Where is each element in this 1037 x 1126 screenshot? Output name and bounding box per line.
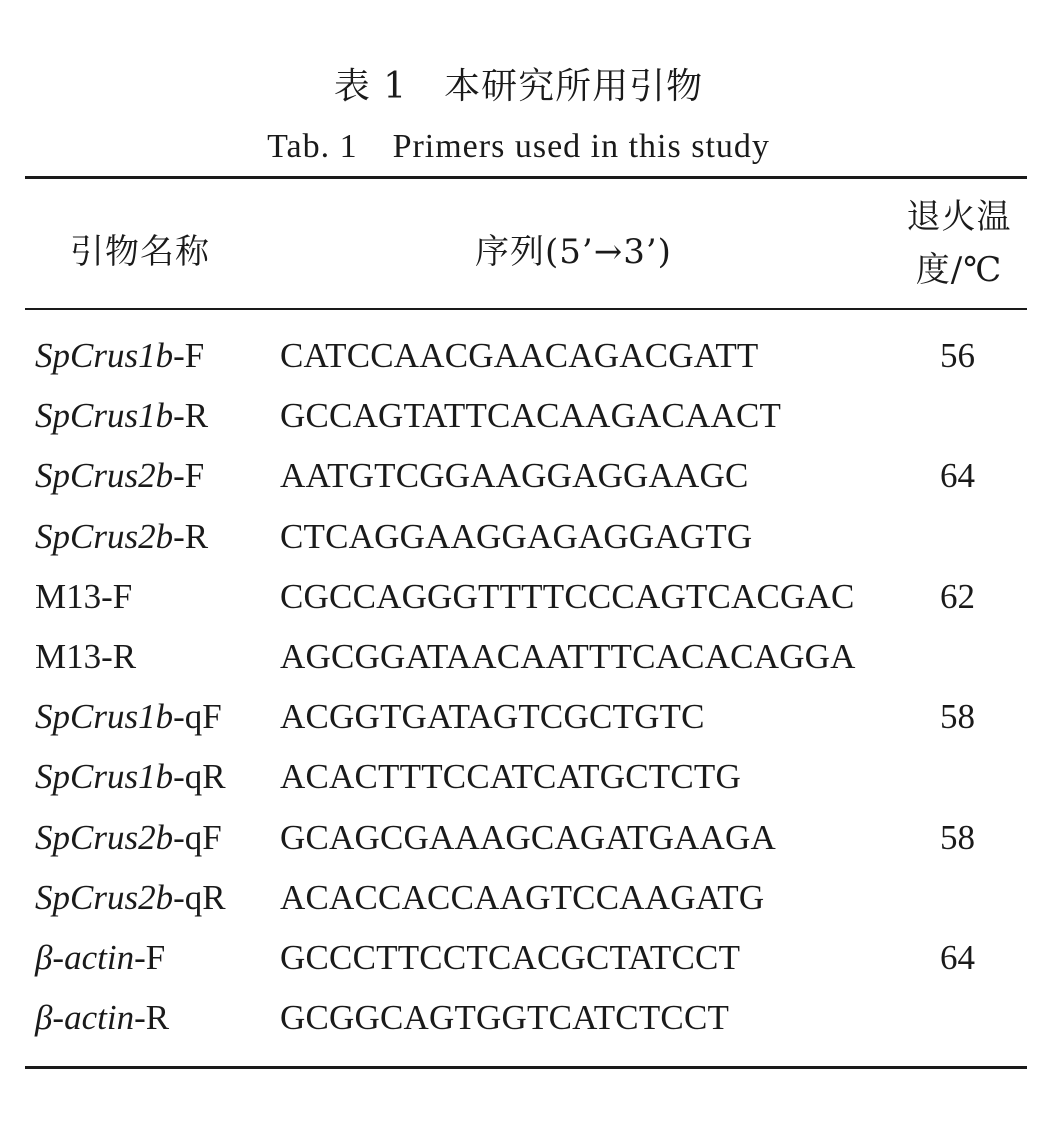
primer-sequence: ACACTTTCCATCATGCTCTG [280,757,741,797]
table-title-chinese: 表 1 本研究所用引物 [333,66,704,107]
table-row [0,934,1037,994]
primer-name [35,637,136,677]
header-temp-line2: 度/℃ [915,250,1003,290]
primer-name-suffix: -F [173,456,205,496]
annealing-temp: 64 [940,937,975,977]
primer-name-suffix: -qF [173,697,222,737]
primer-sequence: GCGGCAGTGGTCATCTCCT [280,998,730,1038]
primer-name-suffix: -R [173,396,209,436]
primer-name [35,577,132,617]
table-row [0,573,1037,633]
primer-name-italic: SpCrus1b [35,336,174,375]
primer-name-italic: SpCrus2b [35,817,174,857]
primer-sequence: CGCCAGGGTTTTCCCAGTCACGAC [280,576,855,616]
primer-name-italic: SpCrus2b [35,877,174,917]
primer-name-suffix: -qR [173,757,226,797]
header-sequence: 序列(5’→3’) [475,232,672,272]
header-temp-line1: 退火温 [906,197,1012,237]
primer-sequence: AATGTCGGAAGGAGGAAGC [280,456,749,496]
primer-name-italic: β-actin [35,998,135,1038]
annealing-temp: 58 [940,697,975,737]
table-title-english: Tab. 1 Primers used in this study [267,128,770,165]
table-row [0,633,1037,693]
table-row [0,332,1037,392]
primer-name-suffix: -qR [173,877,226,917]
table-header-rule [25,308,1027,310]
table-row [0,513,1037,573]
primer-name [35,336,204,376]
primer-sequence: GCAGCGAAAGCAGATGAAGA [280,817,776,857]
primer-name [35,818,222,858]
primer-sequence: ACACCACCAAGTCCAAGATG [280,877,765,917]
annealing-temp: 58 [940,817,975,857]
table-row [0,392,1037,452]
primer-sequence: AGCGGATAACAATTTCACACAGGA [280,636,856,676]
primer-name-suffix: -R [173,516,209,556]
annealing-temp: 62 [940,576,975,616]
primer-name [35,878,226,918]
header-annealing-temp [900,191,1018,297]
primer-name-italic: SpCrus2b [35,456,174,496]
annealing-temp: 64 [940,456,975,496]
primer-name-italic: SpCrus1b [35,697,174,737]
annealing-temp: 56 [940,336,975,375]
table-row [0,753,1037,813]
primer-name-suffix: M13-F [35,576,133,616]
primer-name-suffix: -R [134,998,170,1038]
primer-name-suffix: -F [173,336,205,375]
header-primer-name: 引物名称 [70,232,210,272]
table-row [0,814,1037,874]
primer-name [35,938,165,978]
primer-name [35,396,208,436]
primer-name [35,517,208,557]
primer-name-suffix: -qF [173,817,222,857]
primer-name-suffix: -F [134,937,166,977]
primer-sequence: CTCAGGAAGGAGAGGAGTG [280,516,753,556]
primer-name-italic: SpCrus2b [35,516,174,556]
table-row [0,874,1037,934]
table-bottom-rule [25,1066,1027,1069]
table-top-rule [25,176,1027,179]
primer-name [35,697,222,737]
table-body [0,332,1037,1054]
table-row [0,452,1037,512]
table-row [0,994,1037,1054]
primer-name [35,757,226,797]
table-row [0,693,1037,753]
primer-sequence: ACGGTGATAGTCGCTGTC [280,697,705,737]
primer-sequence: GCCCTTCCTCACGCTATCCT [280,937,741,977]
primer-name-italic: SpCrus1b [35,757,174,797]
primer-name-italic: SpCrus1b [35,396,174,436]
primer-name [35,456,204,496]
primer-name-suffix: M13-R [35,636,137,676]
primer-name-italic: β-actin [35,937,135,977]
primer-sequence: GCCAGTATTCACAAGACAACT [280,396,782,436]
primer-sequence: CATCCAACGAACAGACGATT [280,336,759,375]
primer-name [35,998,169,1038]
